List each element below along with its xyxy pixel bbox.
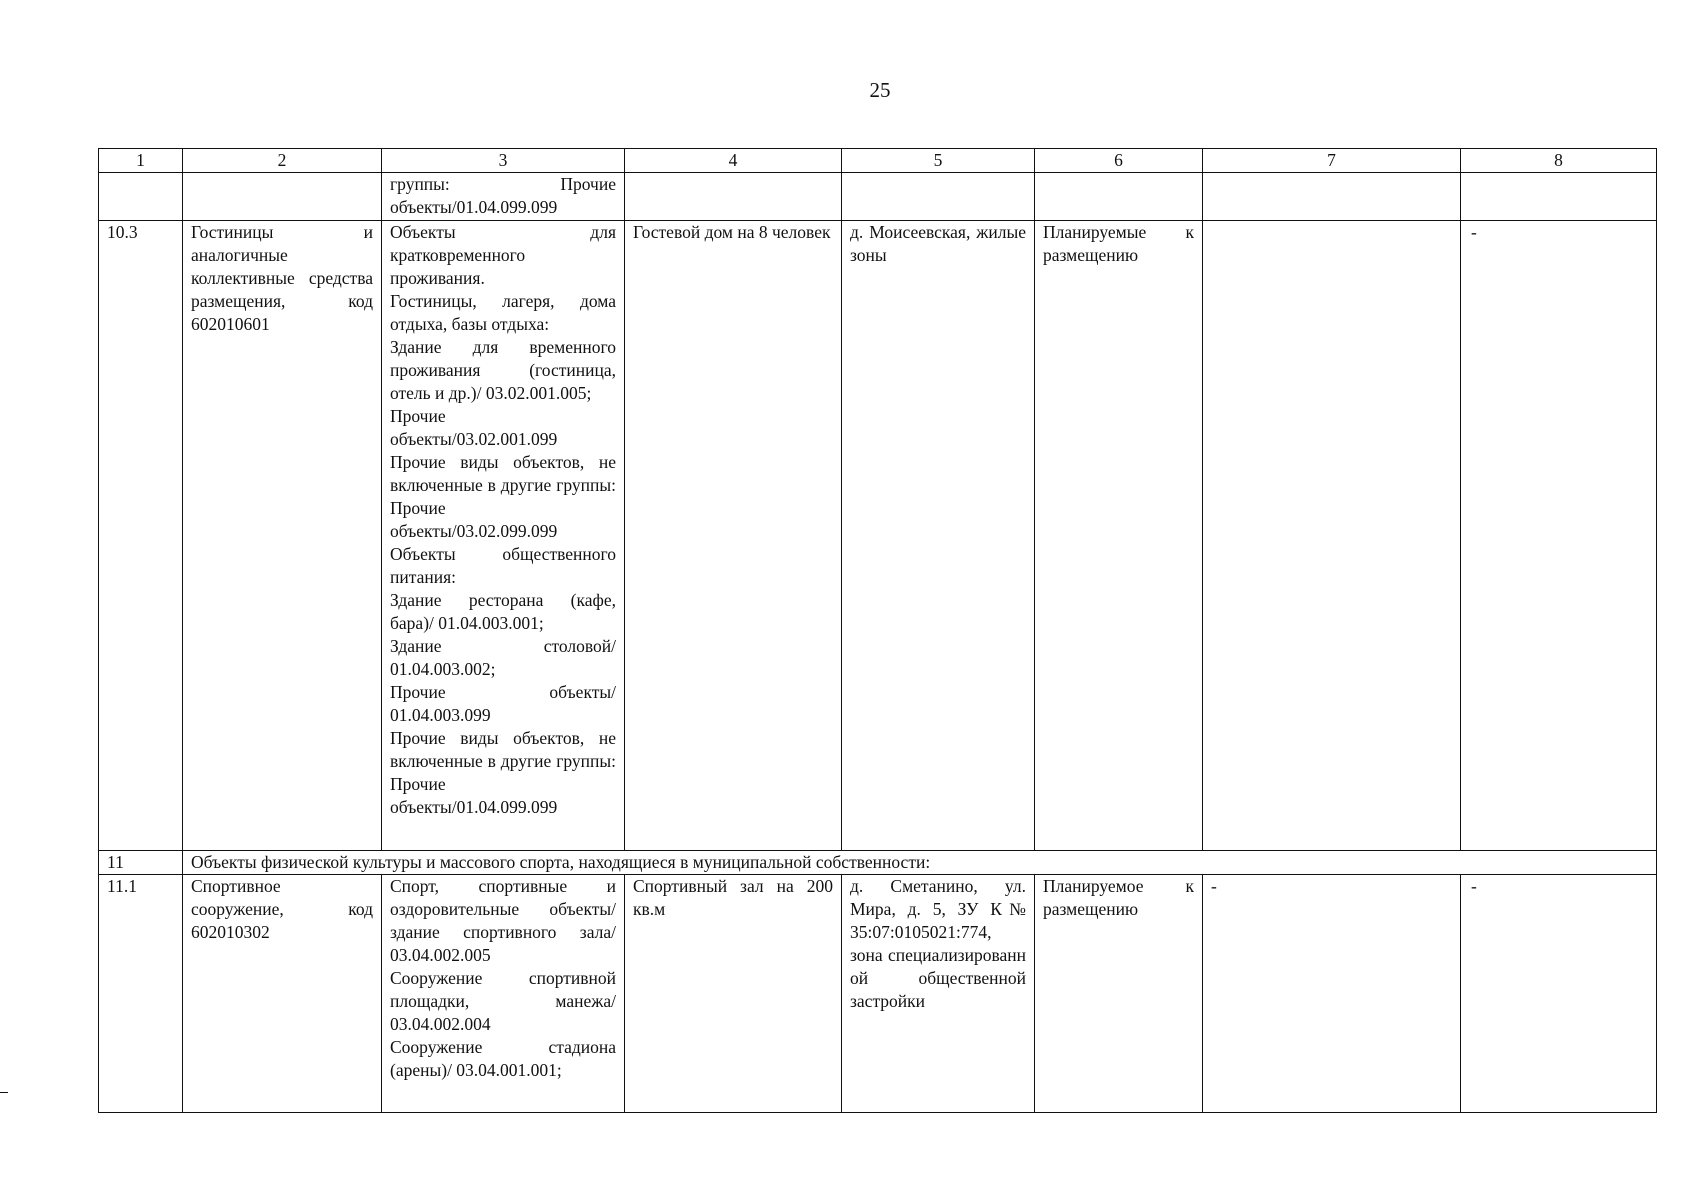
continuation-row [99,173,1657,221]
type-line: Объекты общественного питания: [390,544,616,587]
objects-table [98,148,1657,1113]
type-line: Сооружение спортивной площадки, манежа/ 03.04.002.004 [390,968,616,1034]
table-row-10-3 [99,221,1657,851]
type-line: Гостиницы, лагеря, дома отдыха, базы отдыха: [390,291,616,334]
object-characteristics: Спортивный зал на 200 кв.м [625,875,842,1113]
object-location: д. Моисеевская, жилые зоны [842,221,1035,851]
object-location: д. Сметанино, ул. Мира, д. 5, ЗУ К№ 35:07:0105021:774, зона специализированн ой общественной застройки [842,875,1035,1113]
object-status: Планируемые к размещению [1035,221,1203,851]
type-line: Здание ресторана (кафе, бара)/ 01.04.003.001; [390,590,616,633]
row-number: 11.1 [99,875,183,1113]
col7-cell [1203,221,1461,851]
object-name: Спортивное сооружение, код 602010302 [183,875,382,1113]
continuation-types-cell: группы: Прочие объекты/01.04.099.099 [382,173,625,221]
type-line: Прочие виды объектов, не включенные в другие группы: Прочие объекты/01.04.099.099 [390,728,616,817]
header-cell-7: 7 [1203,149,1461,173]
type-line: Прочие объекты/03.02.001.099 [390,406,558,449]
object-types [382,875,625,1113]
col8-cell: - [1461,875,1657,1113]
object-types [382,221,625,851]
section-row-11 [99,851,1657,875]
type-line: Спорт, спортивные и оздоровительные объекты/ здание спортивного зала/ 03.04.002.005 [390,876,616,965]
header-cell-2: 2 [183,149,382,173]
type-line: Объекты для кратковременного проживания. [390,222,616,288]
col7-cell: - [1203,875,1461,1113]
section-number: 11 [99,851,183,875]
type-line: Прочие объекты/ 01.04.003.099 [390,682,616,725]
header-cell-6: 6 [1035,149,1203,173]
header-cell-3: 3 [382,149,625,173]
object-status: Планируемое к размещению [1035,875,1203,1113]
header-cell-5: 5 [842,149,1035,173]
header-row [99,149,1657,173]
row-number: 10.3 [99,221,183,851]
col8-cell: - [1461,221,1657,851]
type-line: Здание для временного проживания (гостиница, отель и др.)/ 03.02.001.005; [390,337,616,403]
table-row-11-1 [99,875,1657,1113]
section-title: Объекты физической культуры и массового спорта, находящиеся в муниципальной собственности: [183,851,1657,875]
object-name: Гостиницы и аналогичные коллективные средства размещения, код 602010601 [183,221,382,851]
header-cell-4: 4 [625,149,842,173]
object-characteristics: Гостевой дом на 8 человек [625,221,842,851]
header-cell-8: 8 [1461,149,1657,173]
type-line: Сооружение стадиона (арены)/ 03.04.001.001; [390,1037,616,1080]
header-cell-1: 1 [99,149,183,173]
type-line: Прочие виды объектов, не включенные в другие группы: Прочие объекты/03.02.099.099 [390,452,616,541]
type-line: Здание столовой/ 01.04.003.002; [390,636,616,679]
page-number: 25 [869,78,891,102]
margin-mark [0,1092,8,1093]
